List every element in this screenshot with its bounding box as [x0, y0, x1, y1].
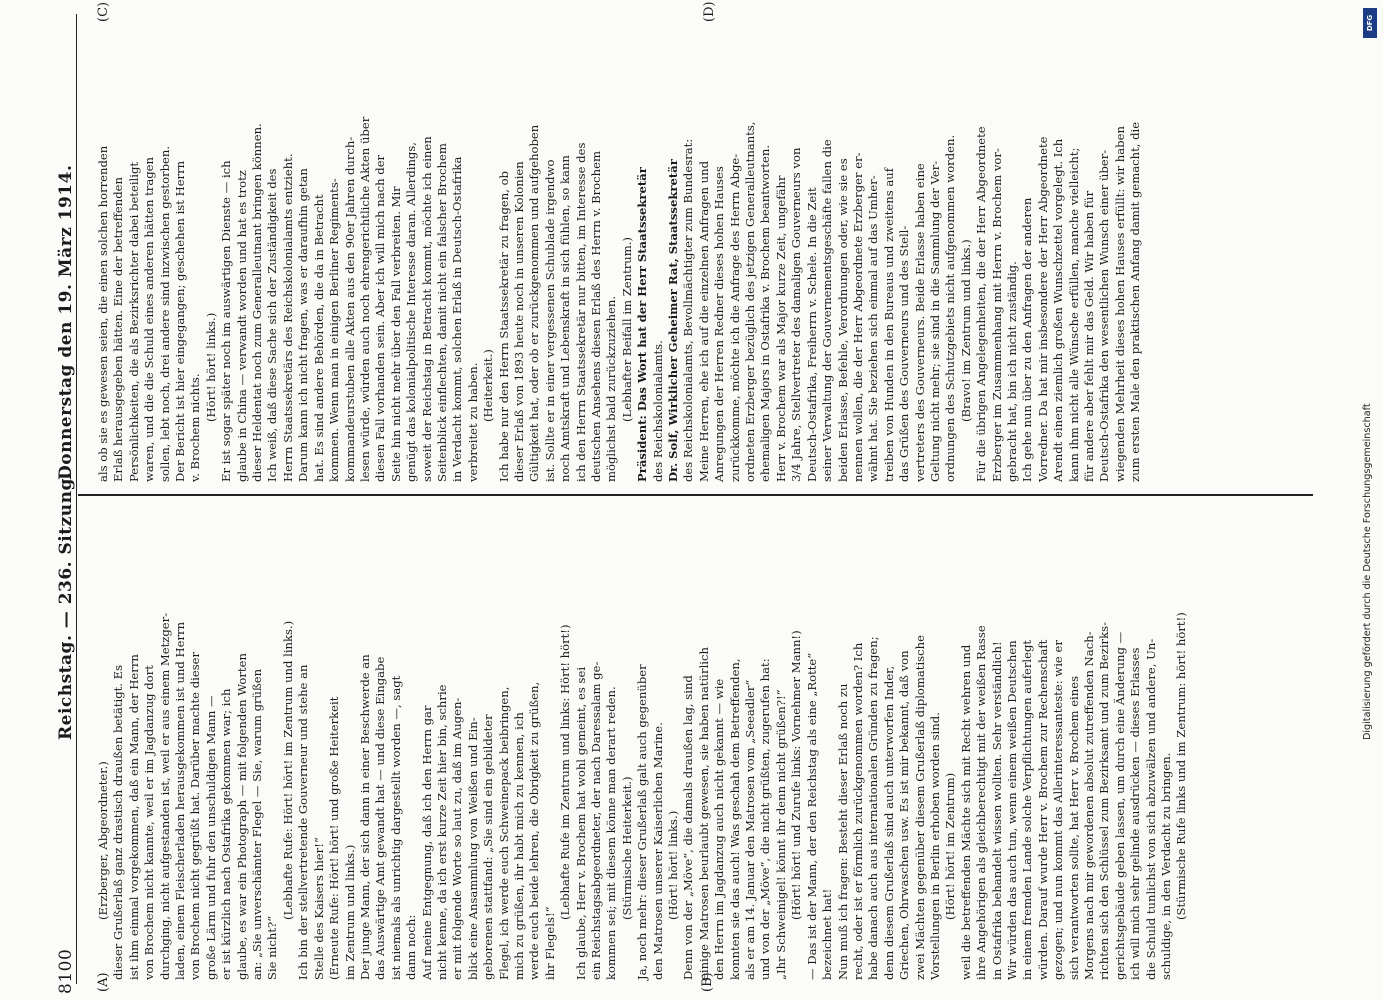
text-line: Erzberger im Zusammenhang mit Herrn v. Brochem vor- — [989, 148, 1004, 482]
text-line: gerichtsgebäude geben lassen, um durch eine Änderung — — [1112, 631, 1127, 980]
text-line: (Bravo! im Zentrum und links.) — [958, 239, 973, 422]
text-line: habe danach auch aus internationalen Gründen zu fragen; — [866, 636, 881, 980]
text-line: als er am 14. Januar den Matrosen vom „Seeadler“ — [743, 679, 758, 980]
text-line: ist. Sollte er in einer vergessenen Schublade irgendwo — [542, 159, 557, 482]
session-date: Donnerstag den 19. März 1914. — [56, 164, 76, 480]
text-line: das Auswärtige Amt gewandt hat — und diese Eingabe — [373, 656, 388, 980]
text-line: zwei Mächten gegenüber diesem Grußerlaß diplomatische — [912, 635, 927, 980]
column-right — [96, 12, 1144, 482]
text-line: den Matrosen unserer Kaiserlichen Marine. — [650, 722, 665, 980]
text-line: noch Amtskraft und Lebenskraft in sich fühlen, so kann — [558, 155, 573, 482]
text-line: ist ihm einmal vorgekommen, daß ein Mann, der Herrn — [126, 654, 141, 980]
text-line: (Lebhafter Beifall im Zentrum.) — [619, 237, 634, 422]
text-line: Geltung nicht mehr; sie sind in die Sammlung der Ver- — [927, 160, 942, 482]
text-line: recht, oder ist er förmlich zurückgenommen worden? Ich — [850, 642, 865, 980]
text-line: von Brochem nicht gegrüßt hat. Darüber machte dieser — [188, 651, 203, 980]
text-line: zum ersten Male den praktischen Anfang damit gemacht, die — [1128, 121, 1143, 482]
text-line: Morgens nach mir gewordenen absolut zutreffenden Nach- — [1082, 631, 1096, 980]
text-line: Erlaß herausgegeben hätten. Eine der betreffenden — [111, 176, 126, 482]
text-line: (Erneute Rufe: Hört! hört! und große Heiterkeit — [327, 696, 342, 980]
marker-d: (D) — [702, 1, 717, 22]
text-line: würden. Darauf wurde Herr v. Brochem zur Rechenschaft — [1035, 639, 1050, 980]
text-line: er ist kürzlich nach Ostafrika gekommen war; ich — [219, 688, 234, 980]
text-line: Herr v. Brochem war als Major kurze Zeit, ungefähr — [773, 175, 788, 482]
text-line: kann ihm nicht alle Wünsche erfüllen, manche vielleicht; — [1066, 147, 1081, 482]
text-line: Seite hin nicht mehr über den Fall verbreiten. Mir — [388, 186, 403, 482]
column-left — [96, 500, 1190, 980]
text-line: große Lärm und fuhr den unschuldigen Mann — — [203, 695, 218, 980]
text-line: Darum kann ich nicht fragen, was er daraufhin getan — [296, 168, 311, 482]
text-line: Ich glaube, Herr v. Brochem hat wohl gemeint, es sei — [573, 666, 588, 980]
page-number: 8100 — [56, 948, 76, 994]
text-line: werde euch beide lehren, die Obrigkeit zu grüßen, — [527, 681, 542, 980]
text-line: Für die übrigen Angelegenheiten, die der Herr Abgeordnete — [974, 126, 989, 482]
text-line: in einem fremden Lande solche Verpflichtungen auferlegt — [1020, 639, 1035, 980]
text-line: blick eine Ansammlung von Weißen und Ein- — [465, 717, 480, 980]
text-line: bezeichnet hat! — [820, 888, 835, 980]
text-line: als ob sie es gewesen seien, die einen solchen horrenden — [96, 145, 110, 482]
text-line: glaube, es war ein Photograph — mit folgenden Worten — [234, 653, 249, 980]
text-line: Sie nicht?“ — [265, 915, 280, 980]
text-line: Der junge Mann, der sich dann in einer Beschwerde an — [357, 654, 372, 980]
text-line: ehemaligen Majors in Ostafrika v. Brochem beantworten. — [758, 144, 773, 482]
text-line: ihr Flegels!“ — [542, 906, 557, 980]
text-line: Ich bin der stellvertretende Gouverneur und stehe an — [296, 664, 311, 980]
column-separator — [78, 494, 1313, 496]
text-line: Dr. Solf, Wirklicher Geheimer Rat, Staatssekretär — [666, 159, 681, 482]
text-line: Wir würden das auch tun, wenn einem weißen Deutschen — [1004, 640, 1019, 980]
text-line: Deutsch-Ostafrika, Freiherrn v. Schele. In die Zeit — [804, 187, 819, 482]
text-line: Ich habe nur den Herrn Staatssekretär zu fragen, ob — [496, 171, 511, 482]
text-line: Ja, noch mehr: dieser Grußerlaß galt auch gegenüber — [635, 664, 650, 980]
text-line: (Lebhafte Rufe: Hört! hört! im Zentrum und links.) — [280, 620, 295, 920]
text-line: Meine Herren, ehe ich auf die einzelnen Anfragen und — [696, 160, 711, 482]
text-line: schuldige, in den Verdacht zu bringen. — [1159, 752, 1174, 980]
text-line: Deutsch-Ostafrika den wesentlichen Wunsch einer über- — [1097, 149, 1112, 482]
text-line: wähnt hat. Sie beziehen sich einmal auf das Umher- — [866, 175, 881, 482]
text-line: glaube in China — verwandt worden und hat es trotz — [234, 170, 249, 482]
text-line: treiben von Hunden in den Bureaus und zweitens auf — [881, 168, 896, 482]
text-line: möglichst bald zurückzuziehen. — [604, 295, 619, 482]
text-line: lesen würde, würden auch noch ehrengerichtliche Akten über — [357, 116, 372, 482]
text-line: richten sich den Schlüssel zum Bezirksamt und zum Bezirks- — [1097, 622, 1112, 980]
text-line: Persönlichkeiten, die als Bezirksrichter dabei beteiligt — [126, 161, 141, 482]
text-line: seiner Verwaltung der Gouvernementsgeschäfte fallen die — [820, 139, 835, 482]
text-line: sich verantworten sollte, hat Herr v. Brochem eines — [1066, 675, 1081, 980]
text-line: Er ist sogar später noch im auswärtigen Dienste — ich — [219, 160, 234, 482]
text-line: laden, einem Fleischerladen herausgekommen ist und Herrn — [173, 621, 188, 980]
text-line: Seitenblick einflechten, damit nicht ein falscher Brochem — [434, 143, 449, 482]
text-line: geborenen stattfand: „Sie sind ein gebildeter — [481, 714, 496, 980]
text-line: im Zentrum und links.) — [342, 844, 357, 980]
text-line: denn diesem Grußerlaß sind auch unterworfen Inder, — [881, 665, 896, 980]
text-line: sollen, lebt noch, drei andere sind inzwischen gestorben. — [157, 145, 172, 482]
text-line: Denn von der „Möve“, die damals draußen lag, sind — [681, 675, 696, 980]
text-line: kommen sei; mit diesem könne man derart reden. — [604, 686, 619, 980]
text-line: den Herrn im Jagdanzug auch nicht gekannt — wie — [712, 678, 727, 980]
text-line: ich will mich sehr gelinde ausdrücken — dieses Erlasses — [1128, 647, 1143, 980]
text-line: (Stürmische Heiterkeit.) — [619, 776, 634, 920]
text-line: an: „Sie unverschämter Flegel — Sie, warum grüßen — [250, 668, 265, 980]
text-line: verbreitet zu haben. — [465, 362, 480, 482]
text-line: gebracht hat, bin ich nicht zuständig. — [1004, 261, 1019, 482]
text-line: Gültigkeit hat, oder ob er zurückgenommen und aufgehoben — [527, 124, 542, 482]
text-line: (Hört! hört! links.) — [203, 312, 218, 422]
text-line: Ich weiß, daß diese Sache sich der Zuständigkeit des — [265, 168, 280, 482]
text-line: kommandeurstuben alle Akten aus den 90er Jahren durch- — [342, 136, 357, 482]
text-line: in Ostafrika behandelt wissen wollten. Sehr verständlich! — [989, 641, 1004, 980]
text-line: von Brochem nicht kannte, weil er im Jagdanzug dort — [142, 665, 157, 980]
text-line: (Lebhafte Rufe im Zentrum und links: Hört! hört!) — [558, 624, 573, 920]
text-line: ihre Angehörigen als gleichberechtigt mit der weißen Rasse — [974, 625, 989, 980]
text-line: nicht kenne, da ich erst kurze Zeit hier bin, schrie — [434, 684, 449, 980]
text-line: für andere aber fehlt mir das Geld. Wir haben für — [1082, 190, 1096, 482]
text-line: ordneten Erzberger bezüglich des jetzigen Generalleutnants, — [743, 121, 758, 482]
marker-a: (A) — [96, 972, 111, 992]
text-line: das Grüßen des Gouverneurs und des Stell- — [897, 225, 912, 482]
text-line: wiegenden Mehrheit dieses hohen Hauses erfüllt: wir haben — [1112, 126, 1127, 482]
text-line: v. Brochem nichts. — [188, 373, 203, 482]
dfg-logo-text: DFG — [1366, 14, 1374, 32]
text-line: weil die betreffenden Mächte sich mit Recht wehren und — [958, 644, 973, 980]
text-line: Stelle des Kaisers hier!“ — [311, 837, 326, 980]
text-line: waren, und die die Schuld eines anderen hätten tragen — [142, 157, 157, 482]
text-line: einige Matrosen beurlaubt gewesen, sie haben natürlich — [696, 647, 711, 980]
text-line: ich den Herrn Staatssekretär nur bitten, im Interesse des — [573, 142, 588, 482]
text-line: dann noch: — [404, 914, 419, 980]
text-line: Griechen, Ohrwaschen usw. Es ist mir bekannt, daß von — [897, 650, 912, 980]
marker-c: (C) — [96, 1, 111, 22]
text-line: ordnungen des Schutzgebiets nicht aufgenommen worden. — [943, 134, 958, 482]
text-line: kommen. Wenn man in einigen Berliner Regiments- — [327, 178, 342, 482]
text-line: ist niemals als unrichtig dargestellt worden —, sagt — [388, 675, 403, 980]
text-line: Herrn Staatssekretärs des Reichskolonialamts entzieht. — [280, 153, 295, 482]
text-line: Ich gehe nun über zu den Anfragen der anderen — [1020, 197, 1035, 482]
text-line: (Hört! hört! und Zurufe links: Vornehmer Mann!) — [789, 630, 804, 920]
text-line: 3/4 Jahre, Stellvertreter des damaligen Gouverneurs von — [789, 147, 804, 482]
text-line: des Reichskolonialamts. — [650, 340, 665, 482]
text-line: (Stürmische Rufe links und im Zentrum: hört! hört!) — [1174, 612, 1189, 920]
text-line: mich zu grüßen, ihr habt mich zu kennen, ich — [511, 712, 526, 980]
running-title: Reichstag. — 236. Sitzung. — [56, 471, 76, 740]
text-line: Der Bericht ist hier eingegangen; geschehen ist Herrn — [173, 160, 188, 482]
text-line: (Erzberger, Abgeordneter.) — [96, 761, 110, 920]
header-rule — [76, 14, 77, 984]
text-line: Nun muß ich fragen: Besteht dieser Erlaß noch zu — [835, 683, 850, 980]
text-line: — Das ist der Mann, der den Reichstag als eine „Rotte“ — [804, 652, 819, 980]
text-line: Präsident: Das Wort hat der Herr Staatssekretär — [635, 167, 650, 482]
text-line: Auf meine Entgegnung, daß ich den Herrn gar — [419, 705, 434, 980]
text-line: durchging, nicht aufgestanden ist, weil er aus einem Metzger- — [157, 612, 172, 980]
text-line: „Ihr Schweinigel! könnt ihr denn nicht grüßen?!“ — [773, 689, 788, 980]
text-line: dieser Heldentat noch zum Generalleutnant bringen können. — [250, 123, 265, 482]
text-line: diesen Fall vorhanden sein. Aber ich will mich nach der — [373, 154, 388, 482]
text-line: Flegel, ich werde euch Schweinepack beibringen, — [496, 686, 511, 980]
text-line: soweit der Reichstag in Betracht kommt, möchte ich einen — [419, 136, 434, 482]
text-line: nennen wollen, die der Herr Abgeordnete Erzberger er- — [850, 152, 865, 482]
text-line: konnten sie das auch! Was geschah dem Betreffenden, — [727, 658, 742, 980]
text-line: deutschen Ansehens diesen Erlaß des Herrn v. Brochem — [589, 151, 603, 482]
text-line: vertreters des Gouverneurs. Beide Erlasse haben eine — [912, 163, 927, 482]
text-line: ein Reichstagsabgeordneter, der nach Daressalam ge- — [589, 661, 603, 980]
text-line: (Hört! hört! im Zentrum) — [943, 772, 958, 920]
text-line: (Hört! hört! links.) — [666, 810, 681, 920]
text-line: hat. Es sind andere Behörden, die da in Betracht — [311, 194, 326, 482]
text-line: in Verdacht kommt, solchen Erlaß in Deutsch-Ostafrika — [450, 156, 465, 482]
text-line: Vorredner. Da hat mir insbesondere der Herr Abgeordnete — [1035, 136, 1050, 482]
text-line: genügt das kolonialpolitische Interesse daran. Allerdings, — [404, 142, 419, 482]
text-line: gezogen; und nun kommt das Allerinteressanteste: wie er — [1051, 640, 1066, 980]
text-line: Arendt einen ziemlich großen Wunschzettel vorgelegt. Ich — [1051, 138, 1066, 482]
text-line: des Reichskolonialamts, Bevollmächtigter zum Bundesrat: — [681, 138, 696, 482]
text-line: und von der „Möve“, die nicht grüßten, zugerufen hat: — [758, 658, 773, 980]
text-line: Anregungen der Herren Redner dieses hohen Hauses — [712, 166, 727, 482]
marker-b: (B) — [700, 972, 715, 992]
text-line: zurückkomme, möchte ich die Anfrage des Herrn Abge- — [727, 153, 742, 482]
text-line: (Heiterkeit.) — [481, 349, 496, 422]
dfg-logo — [1363, 8, 1377, 38]
text-line: er mit folgende Worte so laut zu, daß im Augen- — [450, 697, 465, 980]
text-line: Vorstellungen in Berlin erhoben worden sind. — [927, 712, 942, 980]
text-line: die Schuld tunlichst von sich abzuwälzen und andere, Un- — [1143, 638, 1158, 980]
digitization-credit: Digitalisierung gefördert durch die Deutsche Forschungsgemeinschaft — [1362, 403, 1373, 740]
text-line: dieser Erlaß von 1893 heute noch in unseren Kolonien — [511, 161, 526, 482]
text-line: beiden Erlasse, Befehle, Verordnungen oder, wie sie es — [835, 158, 850, 482]
text-line: dieser Grußerlaß ganz drastisch draußen betätigt. Es — [111, 664, 126, 980]
